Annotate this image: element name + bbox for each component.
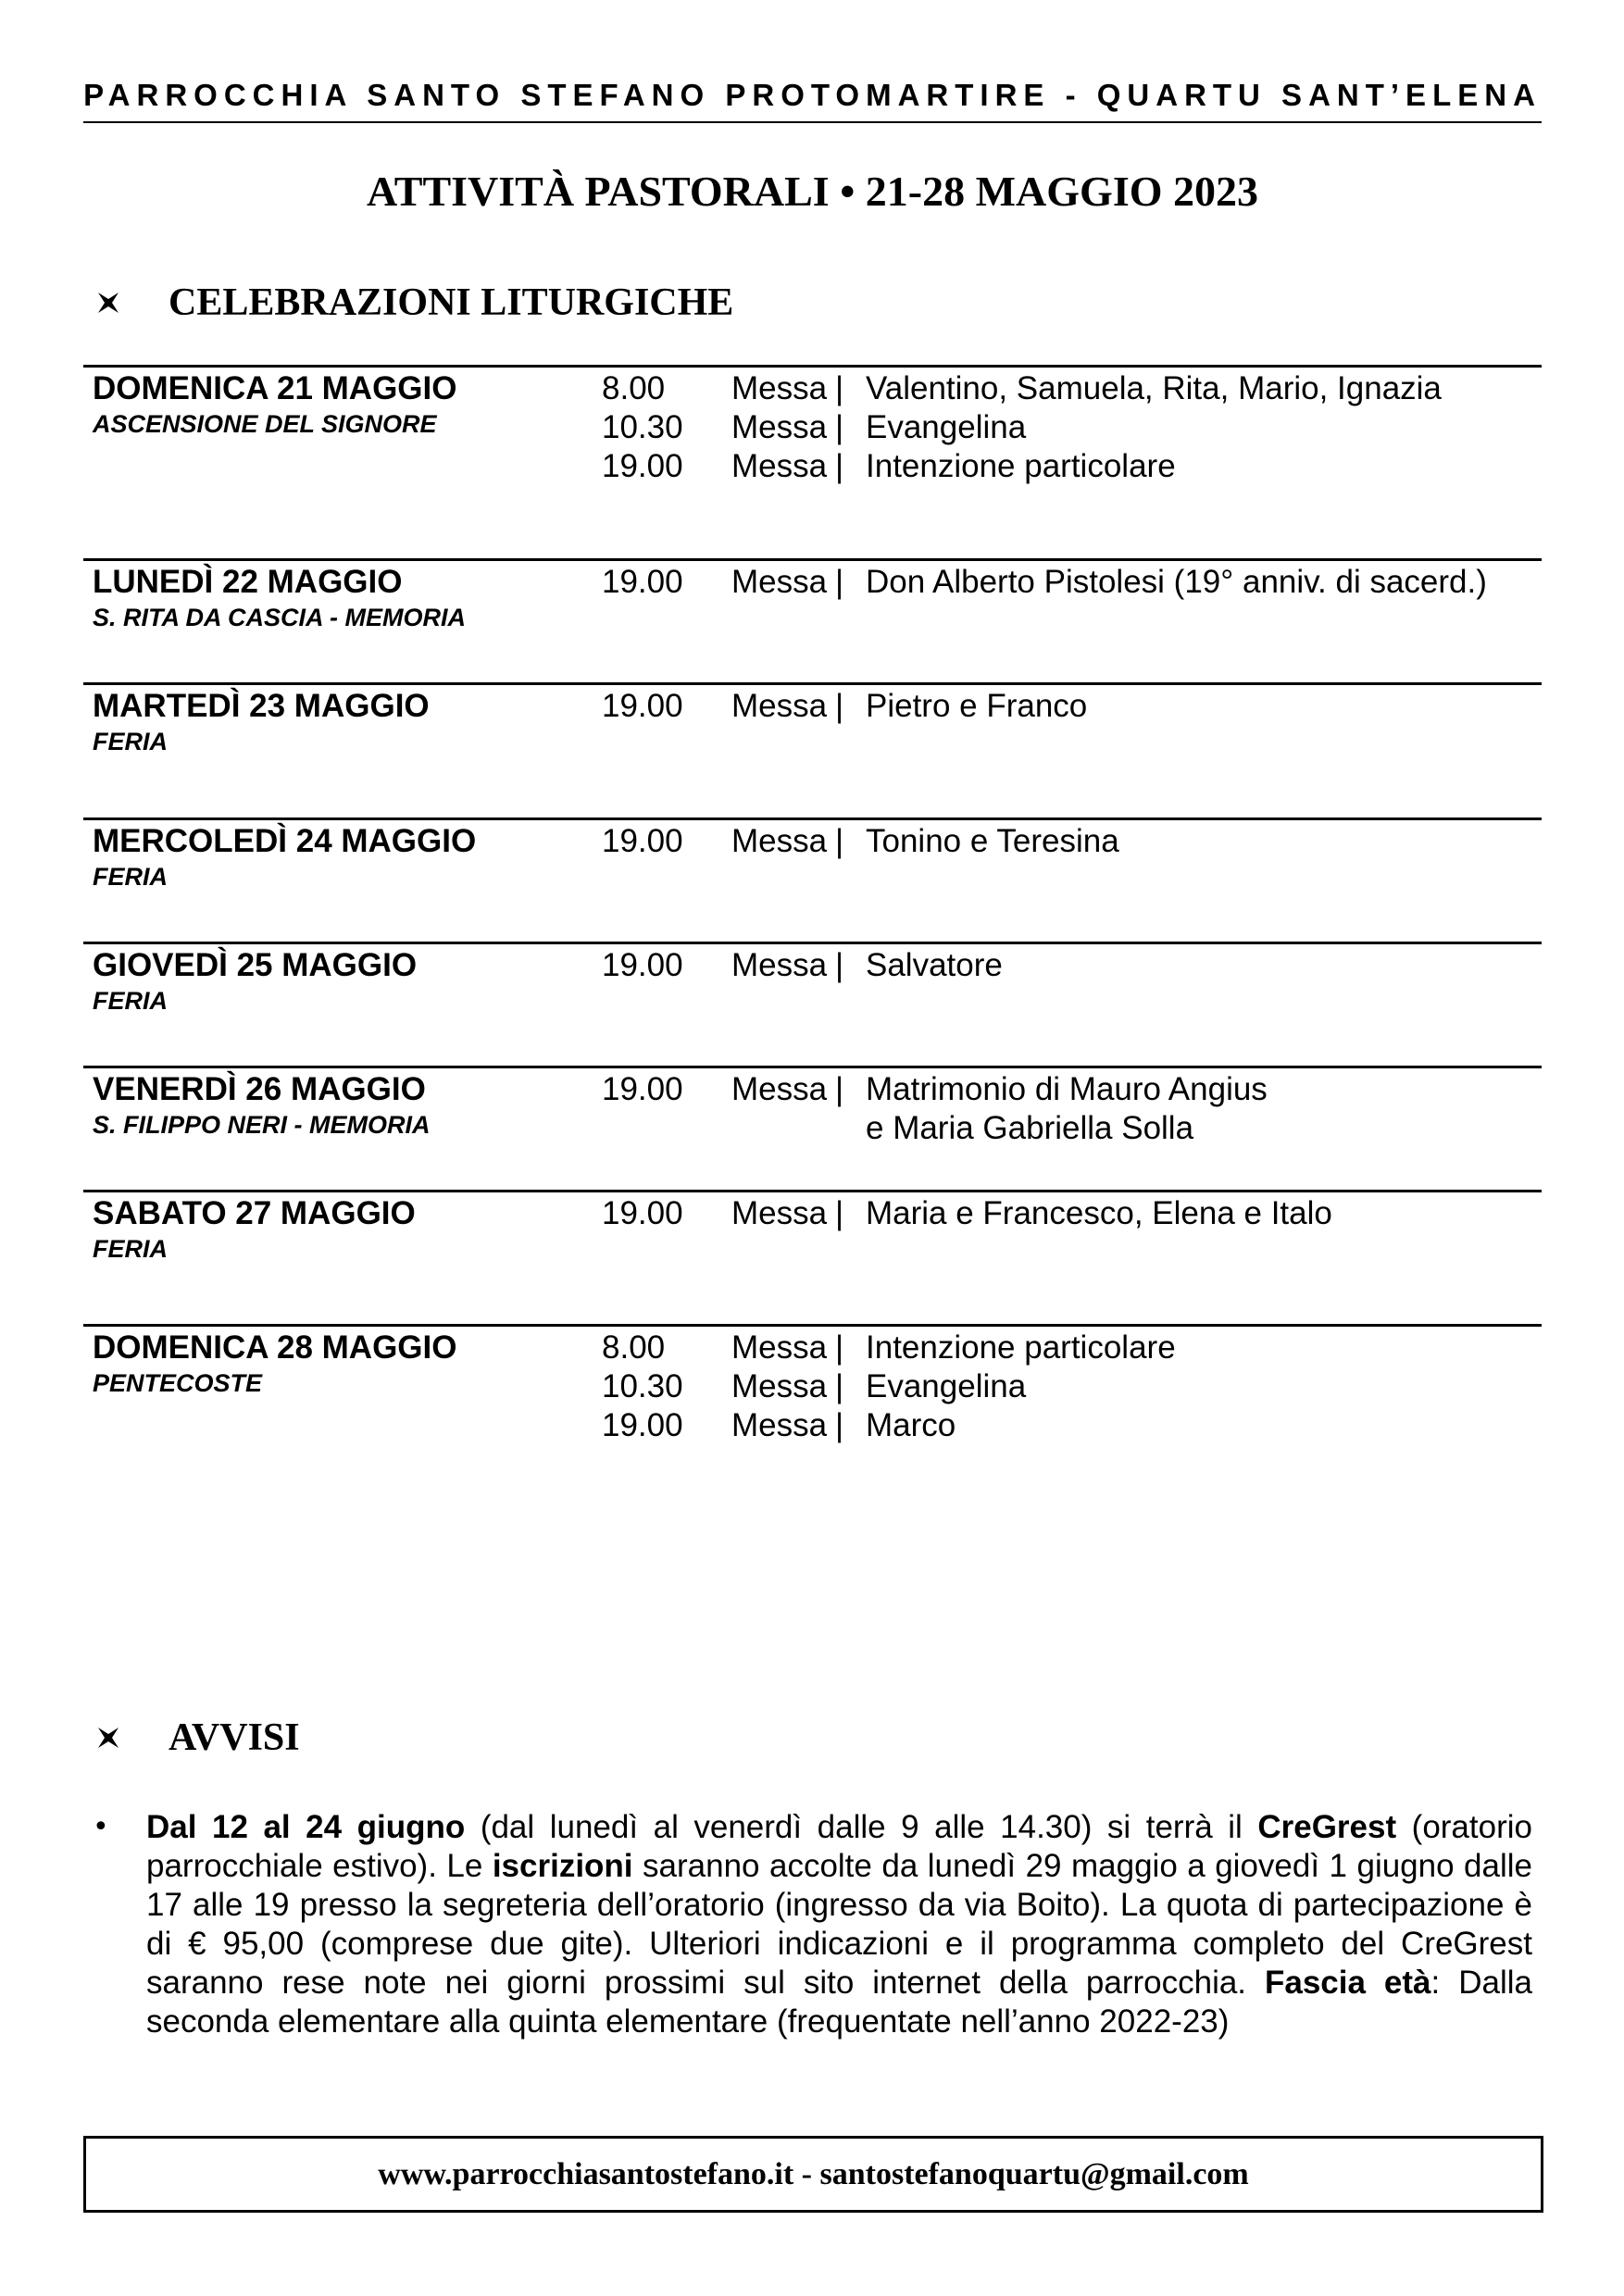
- liturgical-day: S. FILIPPO NERI - MEMORIA: [93, 1111, 431, 1139]
- footer-contact-box: [83, 2136, 1543, 2213]
- row-divider: [83, 1190, 1542, 1192]
- liturgical-day: FERIA: [93, 863, 168, 891]
- separator: |: [835, 1071, 844, 1107]
- row-divider: [83, 558, 1542, 561]
- mass-type: Messa: [731, 409, 828, 445]
- liturgical-day: PENTECOSTE: [93, 1369, 263, 1397]
- day-name: LUNEDÌ 22 MAGGIO: [93, 564, 403, 600]
- schedule-day: [93, 1329, 456, 1399]
- liturgical-day: FERIA: [93, 1235, 168, 1263]
- mass-time: 19.00: [602, 1071, 683, 1107]
- schedule-day: [93, 1194, 416, 1265]
- notices-section-header: [93, 1710, 300, 1766]
- mass-type: Messa: [731, 1329, 828, 1366]
- separator: |: [835, 1329, 844, 1366]
- row-divider: [83, 682, 1542, 685]
- celebrations-section-header: [93, 275, 733, 331]
- liturgical-day: ASCENSIONE DEL SIGNORE: [93, 410, 437, 438]
- notice-age-range-label: Fascia età: [1265, 1965, 1431, 2001]
- mass-time: 10.30: [602, 1368, 683, 1404]
- header-divider: [83, 121, 1542, 123]
- mass-intention: Maria e Francesco, Elena e Italo: [866, 1195, 1332, 1231]
- mass-type: Messa: [731, 1195, 828, 1231]
- notice-dates: Dal 12 al 24 giugno: [146, 1809, 466, 1845]
- row-divider: [83, 1324, 1542, 1327]
- mass-intention: Matrimonio di Mauro Angius: [866, 1071, 1268, 1107]
- mass-type: Messa: [731, 688, 828, 724]
- parish-name: PARROCCHIA SANTO STEFANO PROTOMARTIRE - QUARTU SANT’ELENA: [83, 78, 1542, 112]
- separator: |: [835, 370, 844, 406]
- mass-intention: Intenzione particolare: [866, 448, 1176, 484]
- row-divider: [83, 1066, 1542, 1068]
- mass-type: Messa: [731, 370, 828, 406]
- day-name: MARTEDÌ 23 MAGGIO: [93, 688, 430, 724]
- mass-time: 19.00: [602, 823, 683, 859]
- page-title: ATTIVITÀ PASTORALI • 21-28 MAGGIO 2023: [366, 168, 1259, 215]
- mass-time: 19.00: [602, 448, 683, 484]
- notice-cregrest: CreGrest: [1257, 1809, 1397, 1845]
- liturgical-day: FERIA: [93, 728, 168, 755]
- notice-registrations: iscrizioni: [492, 1848, 633, 1884]
- mass-time: 19.00: [602, 947, 683, 983]
- schedule-day: [93, 369, 456, 440]
- separator: |: [835, 409, 844, 445]
- day-name: VENERDÌ 26 MAGGIO: [93, 1071, 426, 1107]
- mass-intention: Valentino, Samuela, Rita, Mario, Ignazia: [866, 370, 1442, 406]
- mass-time: 10.30: [602, 409, 683, 445]
- bullet-icon: •: [93, 1811, 109, 1843]
- mass-time: 8.00: [602, 370, 666, 406]
- row-divider: [83, 365, 1542, 368]
- day-name: DOMENICA 21 MAGGIO: [93, 370, 457, 406]
- separator: |: [835, 947, 844, 983]
- separator: |: [835, 448, 844, 484]
- mass-type: Messa: [731, 823, 828, 859]
- mass-type: Messa: [731, 564, 828, 600]
- row-divider: [83, 817, 1542, 820]
- separator: |: [835, 688, 844, 724]
- separator: |: [835, 564, 844, 600]
- day-name: GIOVEDÌ 25 MAGGIO: [93, 947, 418, 983]
- mass-time: 19.00: [602, 688, 683, 724]
- schedule-day: [93, 1070, 431, 1141]
- cross-pattee-icon: [93, 1726, 124, 1750]
- mass-intention: Salvatore: [866, 947, 1003, 983]
- celebrations-section-title: CELEBRAZIONI LITURGICHE: [169, 281, 734, 324]
- separator: |: [835, 823, 844, 859]
- mass-intention: Tonino e Teresina: [866, 823, 1119, 859]
- mass-time: 19.00: [602, 1195, 683, 1231]
- notices-section-title: AVVISI: [169, 1716, 300, 1759]
- notice-text: (dal lunedì al venerdì dalle 9 alle 14.30) si terrà il: [465, 1809, 1258, 1845]
- separator: |: [835, 1195, 844, 1231]
- liturgical-day: FERIA: [93, 987, 168, 1015]
- separator: |: [835, 1407, 844, 1443]
- notice-text: : Dalla seconda elementare alla quinta elementare (frequentate nell’anno 2022-23): [146, 1965, 1532, 2040]
- row-divider: [83, 942, 1542, 944]
- footer-contacts: www.parrocchiasantostefano.it - santostefanoquartu@gmail.com: [378, 2156, 1249, 2191]
- mass-type: Messa: [731, 1071, 828, 1107]
- schedule-day: [93, 687, 430, 757]
- notice-text: (oratorio parrocchiale estivo). Le: [146, 1809, 1532, 1884]
- mass-intention-continued: e Maria Gabriella Solla: [866, 1110, 1194, 1146]
- mass-type: Messa: [731, 448, 828, 484]
- mass-intention: Don Alberto Pistolesi (19° anniv. di sacerd.): [866, 564, 1487, 600]
- notice-paragraph: [146, 1808, 1532, 2041]
- schedule-day: [93, 563, 466, 633]
- schedule-day: [93, 822, 476, 892]
- separator: |: [835, 1368, 844, 1404]
- mass-time: 19.00: [602, 1407, 683, 1443]
- mass-type: Messa: [731, 1368, 828, 1404]
- mass-intention: Evangelina: [866, 1368, 1027, 1404]
- mass-type: Messa: [731, 1407, 828, 1443]
- cross-pattee-icon: [93, 291, 124, 315]
- mass-intention: Intenzione particolare: [866, 1329, 1176, 1366]
- schedule-day: [93, 946, 417, 1017]
- day-name: MERCOLEDÌ 24 MAGGIO: [93, 823, 477, 859]
- mass-intention: Evangelina: [866, 409, 1027, 445]
- mass-time: 19.00: [602, 564, 683, 600]
- day-name: DOMENICA 28 MAGGIO: [93, 1329, 457, 1366]
- liturgical-day: S. RITA DA CASCIA - MEMORIA: [93, 604, 466, 631]
- mass-time: 8.00: [602, 1329, 666, 1366]
- mass-intention: Marco: [866, 1407, 956, 1443]
- mass-intention: Pietro e Franco: [866, 688, 1088, 724]
- mass-type: Messa: [731, 947, 828, 983]
- notice-text: saranno accolte da lunedì 29 maggio a giovedì 1 giugno dalle 17 alle 19 presso la segreteria dell’oratorio (ingresso da via Boito). La quota di partecipazione è di € 95,00 (comprese due gite). Ulteriori indicazioni e il programma completo del CreGrest saranno rese note nei giorni prossimi sul sito internet della parrocchia.: [146, 1848, 1532, 2001]
- day-name: SABATO 27 MAGGIO: [93, 1195, 416, 1231]
